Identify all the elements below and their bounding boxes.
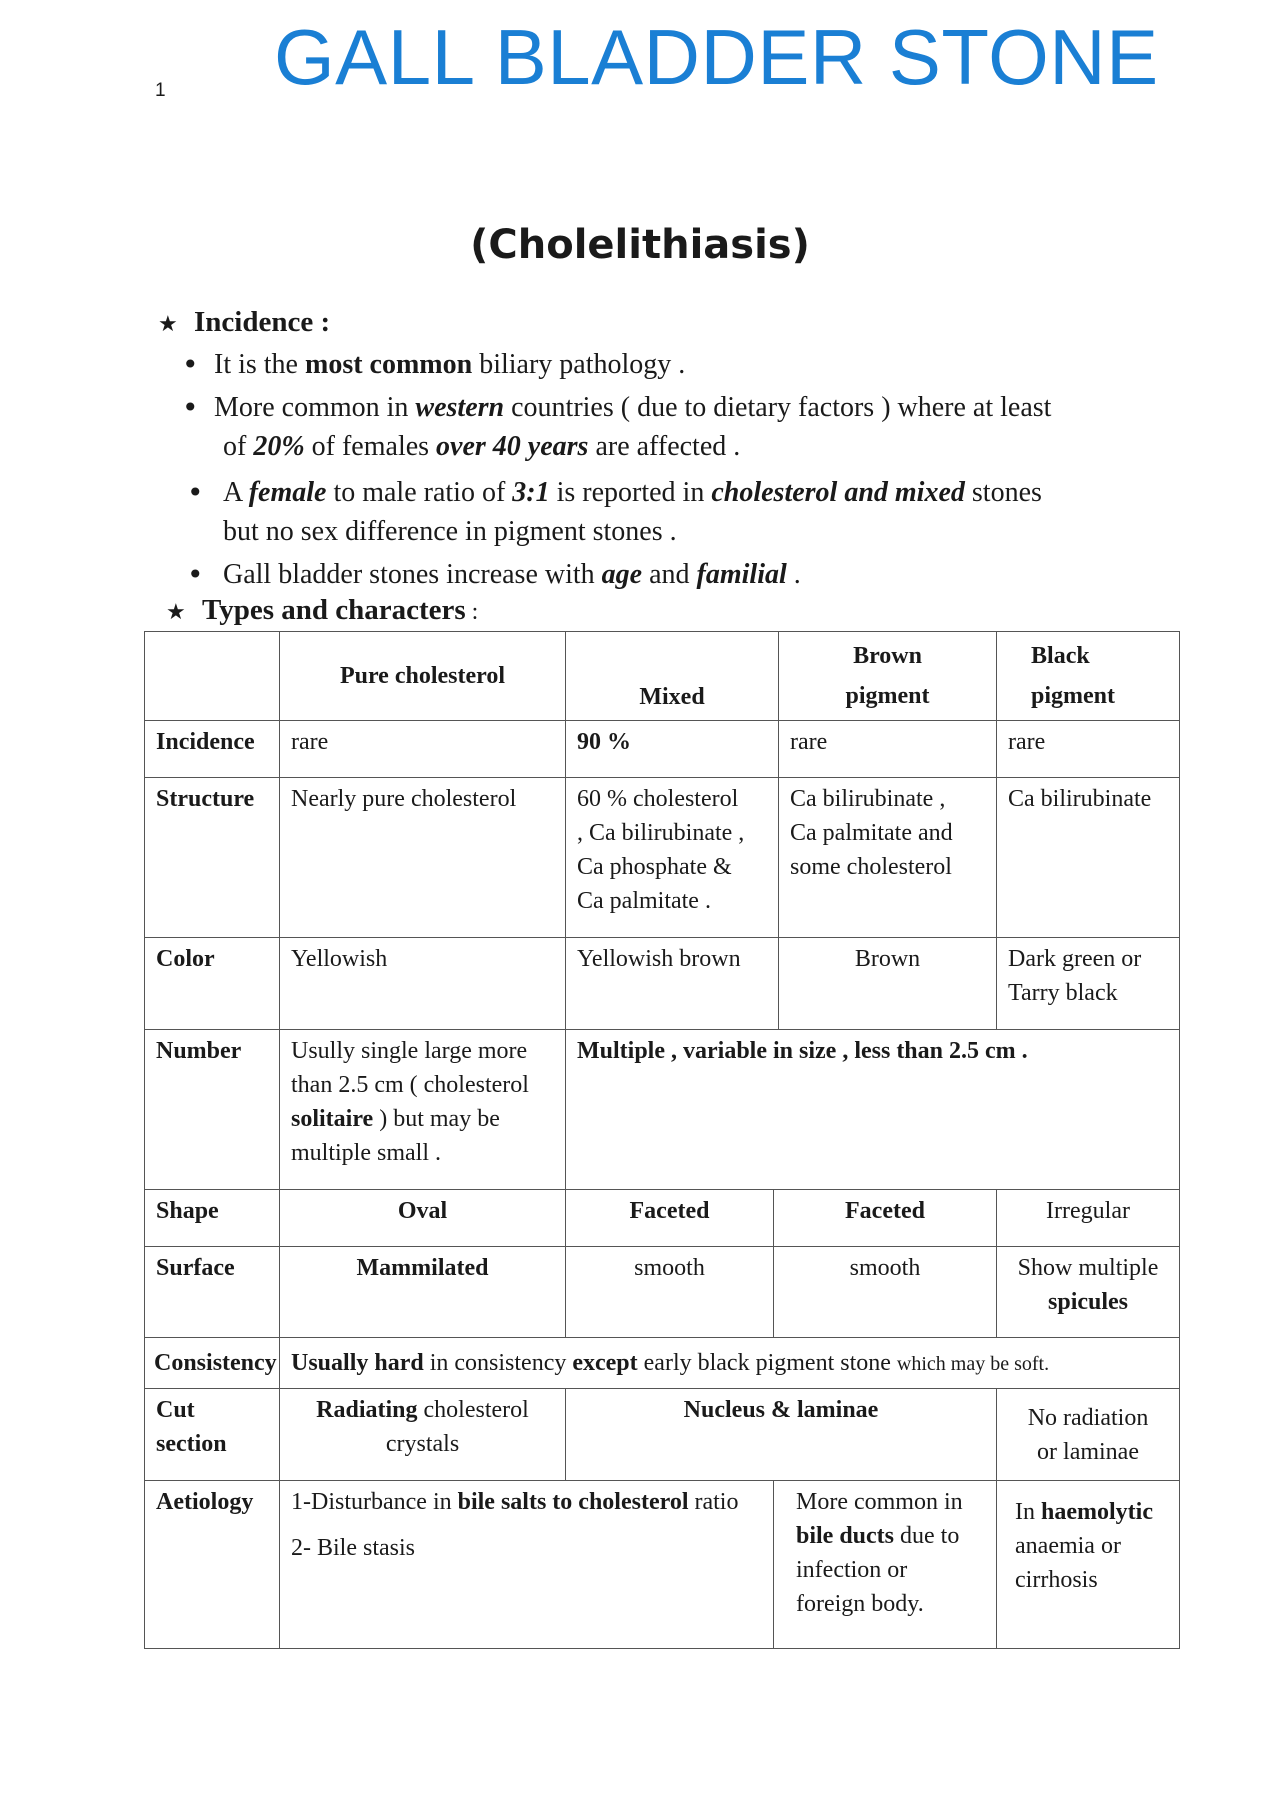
shape-brown: Faceted xyxy=(774,1190,997,1247)
surface-mixed: smooth xyxy=(566,1247,774,1338)
bullet-icon: • xyxy=(182,391,199,424)
row-label-color: Color xyxy=(145,938,280,1030)
bullet-icon: • xyxy=(182,348,199,381)
aetiology-pure-mixed: 1-Disturbance in bile salts to cholesterol ratio 2- Bile stasis xyxy=(280,1481,774,1649)
shape-black: Irregular xyxy=(997,1190,1180,1247)
types-heading: ★ Types and characters : xyxy=(166,594,479,626)
shape-pure: Oval xyxy=(280,1190,566,1247)
bullet-icon: • xyxy=(187,476,204,509)
incidence-bullet-4: • Gall bladder stones increase with age and familial . xyxy=(223,556,801,594)
star-icon: ★ xyxy=(158,312,178,337)
header-pure-cholesterol: Pure cholesterol xyxy=(280,632,566,721)
page-title: GALL BLADDER STONE xyxy=(274,13,1159,101)
incidence-bullet-1: • It is the most common biliary pathology . xyxy=(214,346,685,384)
table-row-consistency xyxy=(145,1338,1180,1389)
table-row-structure xyxy=(145,778,1180,938)
row-label-cut-section: Cut section xyxy=(145,1389,280,1481)
row-label-number: Number xyxy=(145,1030,280,1190)
bullet-icon: • xyxy=(187,558,204,591)
structure-black: Ca bilirubinate xyxy=(997,778,1180,938)
row-label-structure: Structure xyxy=(145,778,280,938)
shape-mixed: Faceted xyxy=(566,1190,774,1247)
header-empty-cell xyxy=(145,632,280,721)
number-others: Multiple , variable in size , less than 2.5 cm . xyxy=(566,1030,1180,1190)
table-row-color xyxy=(145,938,1180,1030)
incidence-brown: rare xyxy=(779,721,997,778)
table-row-incidence xyxy=(145,721,1180,778)
incidence-bullet-3-continued: but no sex difference in pigment stones . xyxy=(223,516,677,547)
surface-pure: Mammilated xyxy=(280,1247,566,1338)
consistency-all: Usually hard in consistency except early black pigment stone which may be soft. xyxy=(280,1338,1180,1389)
surface-black: Show multiple spicules xyxy=(997,1247,1180,1338)
cut-section-mixed-brown: Nucleus & laminae xyxy=(566,1389,997,1481)
row-label-consistency: Consistency xyxy=(145,1338,280,1389)
incidence-mixed: 90 % xyxy=(566,721,779,778)
incidence-heading: ★ Incidence : xyxy=(158,306,331,338)
structure-pure: Nearly pure cholesterol xyxy=(280,778,566,938)
aetiology-brown: More common in bile ducts due to infection or foreign body. xyxy=(774,1481,997,1649)
incidence-bullet-2-continued: of 20% of females over 40 years are affected . xyxy=(223,431,741,462)
surface-brown: smooth xyxy=(774,1247,997,1338)
incidence-black: rare xyxy=(997,721,1180,778)
incidence-pure: rare xyxy=(280,721,566,778)
row-label-surface: Surface xyxy=(145,1247,280,1338)
table-row-number xyxy=(145,1030,1180,1190)
incidence-bullet-3: • A female to male ratio of 3:1 is reported in cholesterol and mixed stones xyxy=(223,474,1042,512)
cut-section-black: No radiation or laminae xyxy=(997,1389,1180,1481)
number-pure: Usully single large more than 2.5 cm ( cholesterol solitaire ) but may be multiple small . xyxy=(280,1030,566,1190)
table-row-shape xyxy=(145,1190,1180,1247)
row-label-incidence: Incidence xyxy=(145,721,280,778)
color-pure: Yellowish xyxy=(280,938,566,1030)
incidence-bullet-2: • More common in western countries ( due to dietary factors ) where at least xyxy=(214,389,1051,427)
structure-brown: Ca bilirubinate , Ca palmitate and some cholesterol xyxy=(779,778,997,938)
structure-mixed: 60 % cholesterol , Ca bilirubinate , Ca phosphate & Ca palmitate . xyxy=(566,778,779,938)
row-label-aetiology: Aetiology xyxy=(145,1481,280,1649)
aetiology-black: In haemolytic anaemia or cirrhosis xyxy=(997,1481,1180,1649)
stone-types-table xyxy=(144,631,1180,1649)
color-mixed: Yellowish brown xyxy=(566,938,779,1030)
page-subtitle: (Cholelithiasis) xyxy=(470,222,810,268)
star-icon: ★ xyxy=(166,600,186,625)
page-number: 1 xyxy=(155,80,166,101)
header-black-pigment: Black pigment xyxy=(997,632,1180,721)
table-row-cut-section xyxy=(145,1389,1180,1481)
color-black: Dark green or Tarry black xyxy=(997,938,1180,1030)
header-brown-pigment: Brown pigment xyxy=(779,632,997,721)
table-row-surface xyxy=(145,1247,1180,1338)
table-header-row xyxy=(145,632,1180,721)
header-mixed: Mixed xyxy=(566,632,779,721)
cut-section-pure: Radiating cholesterol crystals xyxy=(280,1389,566,1481)
color-brown: Brown xyxy=(779,938,997,1030)
row-label-shape: Shape xyxy=(145,1190,280,1247)
table-row-aetiology xyxy=(145,1481,1180,1649)
